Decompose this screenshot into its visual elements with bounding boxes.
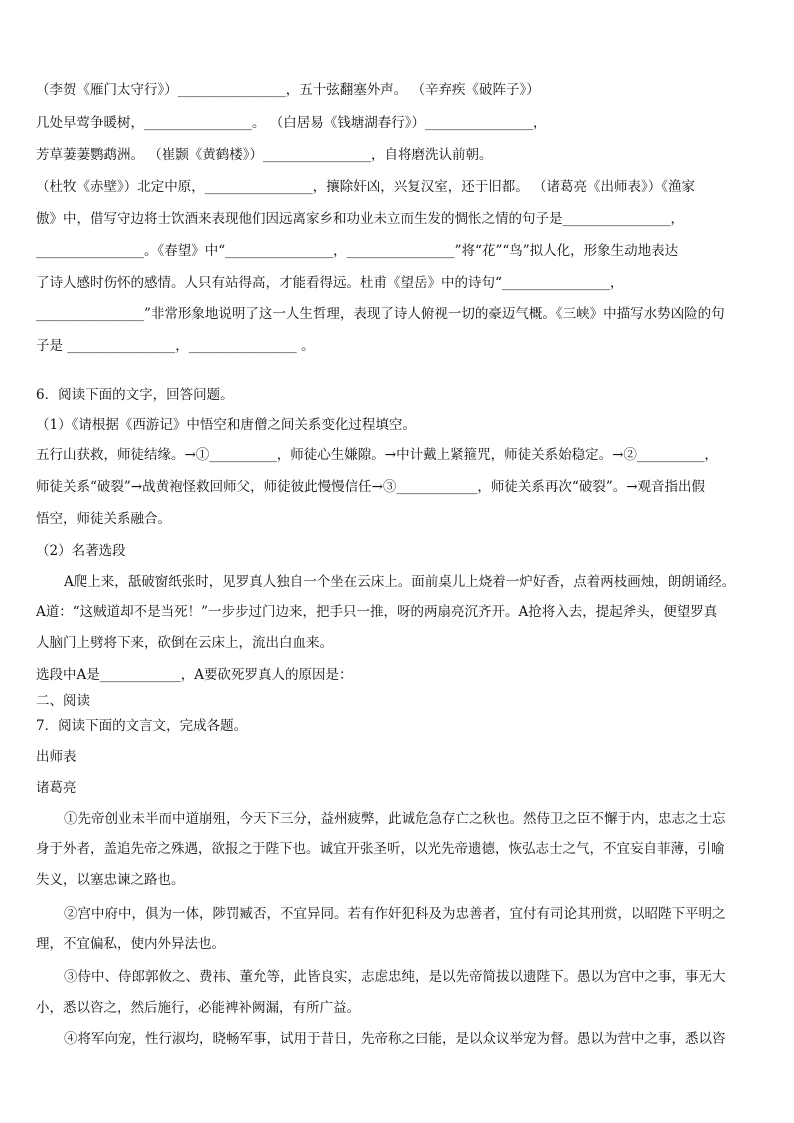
q6-question: 选段中A是____________，A要砍死罗真人的原因是： [36,667,353,683]
poem-line-5: 傲》中，借写守边将士饮酒来表现他们因远离家乡和功业未立而生发的惆怅之情的句子是________________， [36,211,684,227]
poem-line-4: （杜牧《赤壁》）北定中原，________________，攘除奸凶，兴复汉室，还于旧都。 （诸葛亮《出师表》）《渔家 [36,179,696,195]
poem-line-8: ________________”非常形象地说明了这一人生哲理，表现了诗人俯视一切的豪迈气概。《三峡》中描写水势凶险的句 [36,306,725,322]
paragraph-3-line-2: 小，悉以咨之，然后施行，必能裨补阙漏，有所广益。 [36,1000,360,1016]
poem-line-3: 芳草萋萋鹦鹉洲。 （崔颢《黄鹤楼》）________________，自将磨洗认前朝。 [36,147,493,163]
paragraph-3-line-1: ③侍中、侍郎郭攸之、费祎、董允等，此皆良实，志虑忠纯，是以先帝简拔以遗陛下。愚以为宫中之事，事无大 [64,969,726,985]
excerpt-line-1: A爬上来，舐破窗纸张时，见罗真人独自一个坐在云床上。面前桌儿上烧着一炉好香，点着两枝画烛，朗朗诵经。 [64,574,736,590]
paragraph-1-line-3: 失义，以塞忠谏之路也。 [36,872,185,888]
text-author: 诸葛亮 [36,780,77,796]
poem-line-1: （李贺《雁门太守行》）________________，五十弦翻塞外声。 （辛弃疾《破阵子》） [36,82,540,98]
excerpt-line-2: A道：“这贼道却不是当死！”一步步过门边来，把手只一推，呀的两扇亮沉齐开。A抢将入去，提起斧头，便望罗真 [36,604,718,620]
poem-line-7: 了诗人感时伤怀的感情。人只有站得高，才能看得远。杜甫《望岳》中的诗句“________________， [36,275,624,291]
q6-chain-line-3: 悟空，师徒关系融合。 [36,511,171,527]
q7-title: 7．阅读下面的文言文，完成各题。 [36,718,248,734]
poem-line-9: 子是 ________________，________________ 。 [36,338,315,354]
q6-chain-line-2: 师徒关系“破裂”→战黄袍怪救回师父，师徒彼此慢慢信任→③____________，师徒关系再次“破裂”。→观音指出假 [36,479,706,495]
text-title: 出师表 [36,749,77,765]
q6-part2: （2）名著选段 [36,543,126,559]
q6-chain-line-1: 五行山获救，师徒结缘。→①__________，师徒心生嫌隙。→中计戴上紧箍咒，师徒关系始稳定。→②__________， [36,447,718,463]
poem-line-2: 几处早莺争暖树，________________。 （白居易《钱塘湖春行》）________________， [36,115,547,131]
paragraph-2-line-1: ②宫中府中，俱为一体，陟罚臧否，不宜异同。若有作奸犯科及为忠善者，宜付有司论其刑赏，以昭陛下平明之 [64,906,726,922]
q6-part1: （1）《请根据《西游记》中悟空和唐僧之间关系变化过程填空。 [36,417,416,433]
paragraph-2-line-2: 理，不宜偏私，使内外异法也。 [36,936,225,952]
section-heading: 二、阅读 [36,693,90,709]
poem-line-6: ________________。《春望》中“________________，________________”将“花”“鸟”拟人化，形象生动地表达 [36,243,679,259]
paragraph-1-line-1: ①先帝创业未半而中道崩殂，今天下三分，益州疲弊，此诚危急存亡之秋也。然侍卫之臣不懈于内，忠志之士忘 [64,811,726,827]
excerpt-line-3: 人脑门上劈将下来，砍倒在云床上，流出白血来。 [36,635,333,651]
paragraph-4-line-1: ④将军向宠，性行淑均，晓畅军事，试用于昔日，先帝称之曰能，是以众议举宠为督。愚以为营中之事，悉以咨 [64,1031,726,1047]
paragraph-1-line-2: 身于外者，盖追先帝之殊遇，欲报之于陛下也。诚宜开张圣听，以光先帝遗德，恢弘志士之气，不宜妄自菲薄，引喻 [36,841,725,857]
q6-title: 6．阅读下面的文字，回答问题。 [36,387,234,403]
